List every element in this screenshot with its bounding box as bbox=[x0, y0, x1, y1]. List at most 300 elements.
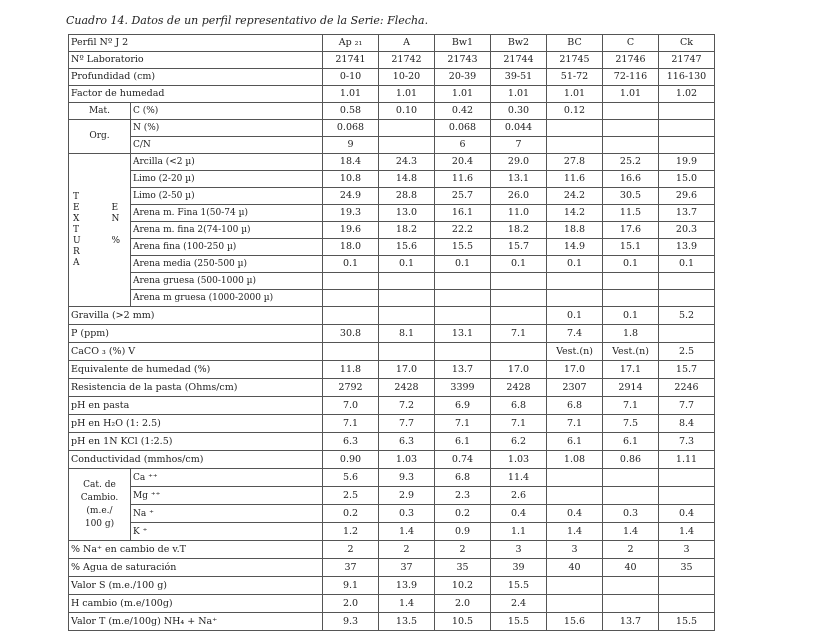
table-cell: 7.2 bbox=[379, 397, 435, 415]
table-cell: 7.1 bbox=[323, 415, 379, 433]
table-row bbox=[69, 595, 715, 613]
row-label: pH en 1N KCl (1:2.5) bbox=[69, 433, 323, 451]
column-header: Ck bbox=[659, 35, 715, 52]
table-cell bbox=[379, 273, 435, 290]
table-cell: 20.3 bbox=[659, 222, 715, 239]
table-cell bbox=[323, 343, 379, 361]
table-cell: 30.5 bbox=[603, 188, 659, 205]
table-cell: 10.5 bbox=[435, 613, 491, 631]
table-cell: 0.1 bbox=[659, 256, 715, 273]
table-cell: 16.6 bbox=[603, 171, 659, 188]
table-cell: 7.5 bbox=[603, 415, 659, 433]
table-cell: 1.4 bbox=[659, 523, 715, 541]
table-row bbox=[69, 397, 715, 415]
table-cell: 0.4 bbox=[547, 505, 603, 523]
table-cell: 2792 bbox=[323, 379, 379, 397]
table-cell: 13.7 bbox=[435, 361, 491, 379]
table-row bbox=[69, 433, 715, 451]
table-cell: 0.044 bbox=[491, 120, 547, 137]
table-row bbox=[69, 52, 715, 69]
table-cell: 18.2 bbox=[491, 222, 547, 239]
table-cell: 1.01 bbox=[379, 86, 435, 103]
table-row bbox=[69, 69, 715, 86]
table-cell: 0.3 bbox=[379, 505, 435, 523]
table-row bbox=[69, 290, 715, 307]
table-row bbox=[69, 273, 715, 290]
table-cell: 1.2 bbox=[323, 523, 379, 541]
column-header: Ap ₂₁ bbox=[323, 35, 379, 52]
table-cell bbox=[659, 325, 715, 343]
table-cell: 6.1 bbox=[603, 433, 659, 451]
row-label: % Na⁺ en cambio de v.T bbox=[69, 541, 323, 559]
table-cell: 6.3 bbox=[379, 433, 435, 451]
table-cell bbox=[659, 120, 715, 137]
table-cell: 2914 bbox=[603, 379, 659, 397]
table-cell: 1.01 bbox=[547, 86, 603, 103]
soil-profile-table bbox=[68, 34, 715, 631]
table-cell: 15.5 bbox=[491, 613, 547, 631]
row-label: Profundidad (cm) bbox=[69, 69, 323, 86]
table-cell: 17.6 bbox=[603, 222, 659, 239]
row-label: Nº Laboratorio bbox=[69, 52, 323, 69]
table-cell bbox=[659, 137, 715, 154]
table-cell bbox=[435, 307, 491, 325]
table-cell: 0.30 bbox=[491, 103, 547, 120]
row-label: H cambio (m.e/100g) bbox=[69, 595, 323, 613]
table-cell bbox=[323, 307, 379, 325]
table-cell: 6.3 bbox=[323, 433, 379, 451]
table-cell: 1.4 bbox=[379, 595, 435, 613]
column-header: Bw1 bbox=[435, 35, 491, 52]
row-label: Arcilla (<2 µ) bbox=[131, 154, 323, 171]
table-row bbox=[69, 137, 715, 154]
table-cell bbox=[379, 307, 435, 325]
textura-word: T E X T U R A bbox=[73, 191, 81, 268]
table-cell bbox=[547, 469, 603, 487]
table-cell: 11.0 bbox=[491, 205, 547, 222]
table-cell: 21741 bbox=[323, 52, 379, 69]
table-cell bbox=[659, 487, 715, 505]
row-label: Valor T (m.e/100g) NH₄ + Na⁺ bbox=[69, 613, 323, 631]
table-cell: 17.1 bbox=[603, 361, 659, 379]
table-cell: 0.1 bbox=[379, 256, 435, 273]
table-row bbox=[69, 451, 715, 469]
table-body bbox=[69, 35, 715, 631]
table-cell: 1.4 bbox=[379, 523, 435, 541]
table-cell bbox=[603, 103, 659, 120]
row-label: Arena m gruesa (1000-2000 µ) bbox=[131, 290, 323, 307]
table-cell: 7.1 bbox=[491, 325, 547, 343]
table-cell bbox=[659, 103, 715, 120]
table-cell: 3399 bbox=[435, 379, 491, 397]
table-cell: 27.8 bbox=[547, 154, 603, 171]
table-cell: 18.2 bbox=[379, 222, 435, 239]
table-cell: 13.9 bbox=[379, 577, 435, 595]
table-cell bbox=[603, 487, 659, 505]
table-cell: 28.8 bbox=[379, 188, 435, 205]
row-label: Na ⁺ bbox=[131, 505, 323, 523]
table-cell: 9.3 bbox=[323, 613, 379, 631]
table-cell bbox=[659, 469, 715, 487]
table-cell: 19.6 bbox=[323, 222, 379, 239]
table-cell bbox=[603, 577, 659, 595]
table-cell: 7.1 bbox=[603, 397, 659, 415]
row-label: Factor de humedad bbox=[69, 86, 323, 103]
table-row bbox=[69, 120, 715, 137]
table-cell: 37 bbox=[323, 559, 379, 577]
table-cell: 2428 bbox=[379, 379, 435, 397]
row-label: pH en pasta bbox=[69, 397, 323, 415]
table-cell: 1.01 bbox=[603, 86, 659, 103]
table-cell bbox=[379, 290, 435, 307]
table-cell: 2307 bbox=[547, 379, 603, 397]
table-cell: 40 bbox=[547, 559, 603, 577]
table-cell: 0.10 bbox=[379, 103, 435, 120]
table-cell: 11.5 bbox=[603, 205, 659, 222]
en-percent-word: E N % bbox=[111, 202, 120, 246]
table-cell: 0.1 bbox=[435, 256, 491, 273]
table-row bbox=[69, 256, 715, 273]
table-cell: 2 bbox=[323, 541, 379, 559]
table-cell bbox=[379, 137, 435, 154]
table-cell: 0.3 bbox=[603, 505, 659, 523]
table-cell: 0.1 bbox=[603, 256, 659, 273]
table-row bbox=[69, 523, 715, 541]
table-row bbox=[69, 307, 715, 325]
table-cell bbox=[491, 343, 547, 361]
table-cell: 21742 bbox=[379, 52, 435, 69]
table-cell: 1.02 bbox=[659, 86, 715, 103]
table-cell: 1.03 bbox=[491, 451, 547, 469]
table-cell bbox=[379, 120, 435, 137]
table-cell: 13.1 bbox=[491, 171, 547, 188]
table-cell: 22.2 bbox=[435, 222, 491, 239]
table-cell: 21746 bbox=[603, 52, 659, 69]
table-cell bbox=[659, 290, 715, 307]
table-cell: 6.1 bbox=[435, 433, 491, 451]
table-cell: 51-72 bbox=[547, 69, 603, 86]
row-label: Valor S (m.e./100 g) bbox=[69, 577, 323, 595]
table-cell: 1.8 bbox=[603, 325, 659, 343]
table-cell: 17.0 bbox=[547, 361, 603, 379]
table-row bbox=[69, 86, 715, 103]
table-cell: 7.3 bbox=[659, 433, 715, 451]
table-cell: 13.1 bbox=[435, 325, 491, 343]
table-cell: 6.2 bbox=[491, 433, 547, 451]
table-cell: 35 bbox=[659, 559, 715, 577]
table-cell: 0.068 bbox=[435, 120, 491, 137]
table-row bbox=[69, 343, 715, 361]
column-header: Bw2 bbox=[491, 35, 547, 52]
row-label: Ca ⁺⁺ bbox=[131, 469, 323, 487]
table-cell: 1.4 bbox=[547, 523, 603, 541]
row-label: P (ppm) bbox=[69, 325, 323, 343]
table-cell: 0.1 bbox=[603, 307, 659, 325]
table-cell: 25.7 bbox=[435, 188, 491, 205]
table-row bbox=[69, 154, 715, 171]
table-cell bbox=[547, 273, 603, 290]
table-cell bbox=[547, 487, 603, 505]
table-row bbox=[69, 103, 715, 120]
table-cell bbox=[435, 343, 491, 361]
table-cell: Vest.(n) bbox=[547, 343, 603, 361]
table-cell: 0.1 bbox=[323, 256, 379, 273]
table-cell: 16.1 bbox=[435, 205, 491, 222]
table-cell bbox=[435, 290, 491, 307]
row-label: Arena media (250-500 µ) bbox=[131, 256, 323, 273]
table-row bbox=[69, 205, 715, 222]
table-row bbox=[69, 361, 715, 379]
table-cell: 0.1 bbox=[547, 256, 603, 273]
table-cell: 9.3 bbox=[379, 469, 435, 487]
table-cell: 29.6 bbox=[659, 188, 715, 205]
table-cell: 0.2 bbox=[435, 505, 491, 523]
table-cell: 11.4 bbox=[491, 469, 547, 487]
table-cell: 11.6 bbox=[435, 171, 491, 188]
table-cell: 2.5 bbox=[323, 487, 379, 505]
table-row bbox=[69, 541, 715, 559]
row-label: N (%) bbox=[131, 120, 323, 137]
table-cell: 0-10 bbox=[323, 69, 379, 86]
table-cell: 20.4 bbox=[435, 154, 491, 171]
table-cell: 35 bbox=[435, 559, 491, 577]
table-cell: 2.6 bbox=[491, 487, 547, 505]
table-cell: 15.6 bbox=[379, 239, 435, 256]
table-cell: 40 bbox=[603, 559, 659, 577]
table-row bbox=[69, 415, 715, 433]
row-label: Limo (2-50 µ) bbox=[131, 188, 323, 205]
table-cell: 6 bbox=[435, 137, 491, 154]
table-cell: 0.2 bbox=[323, 505, 379, 523]
table-cell bbox=[547, 120, 603, 137]
table-cell: 1.01 bbox=[435, 86, 491, 103]
column-header: C bbox=[603, 35, 659, 52]
row-label: Arena gruesa (500-1000 µ) bbox=[131, 273, 323, 290]
table-cell: 19.9 bbox=[659, 154, 715, 171]
cambio-label: Cat. de Cambio. (m.e./ 100 g) bbox=[69, 469, 131, 541]
table-cell: 1.4 bbox=[603, 523, 659, 541]
column-header: BC bbox=[547, 35, 603, 52]
profile-label: Perfil Nº J 2 bbox=[69, 35, 323, 52]
table-cell bbox=[435, 273, 491, 290]
table-row bbox=[69, 379, 715, 397]
table-cell: 8.1 bbox=[379, 325, 435, 343]
table-cell: 13.7 bbox=[659, 205, 715, 222]
table-row bbox=[69, 577, 715, 595]
table-cell: 2.4 bbox=[491, 595, 547, 613]
row-label: Equivalente de humedad (%) bbox=[69, 361, 323, 379]
table-cell: 13.9 bbox=[659, 239, 715, 256]
table-cell: 15.5 bbox=[491, 577, 547, 595]
table-cell bbox=[547, 595, 603, 613]
table-cell: 39-51 bbox=[491, 69, 547, 86]
table-cell: 29.0 bbox=[491, 154, 547, 171]
table-cell: 7.7 bbox=[659, 397, 715, 415]
table-cell: 15.1 bbox=[603, 239, 659, 256]
table-cell: 15.5 bbox=[659, 613, 715, 631]
table-cell: 37 bbox=[379, 559, 435, 577]
table-row bbox=[69, 222, 715, 239]
table-cell: 0.068 bbox=[323, 120, 379, 137]
table-cell bbox=[323, 290, 379, 307]
table-cell: 9.1 bbox=[323, 577, 379, 595]
table-row bbox=[69, 188, 715, 205]
row-label: % Agua de saturación bbox=[69, 559, 323, 577]
table-cell: 0.42 bbox=[435, 103, 491, 120]
table-row bbox=[69, 469, 715, 487]
table-cell bbox=[379, 343, 435, 361]
row-label: Arena fina (100-250 µ) bbox=[131, 239, 323, 256]
table-cell: 0.4 bbox=[491, 505, 547, 523]
table-cell: 0.1 bbox=[491, 256, 547, 273]
table-row bbox=[69, 613, 715, 631]
table-cell: 30.8 bbox=[323, 325, 379, 343]
table-cell: 8.4 bbox=[659, 415, 715, 433]
table-cell: 1.01 bbox=[323, 86, 379, 103]
table-cell: 11.8 bbox=[323, 361, 379, 379]
column-header: A bbox=[379, 35, 435, 52]
table-cell: 24.9 bbox=[323, 188, 379, 205]
table-cell: 9 bbox=[323, 137, 379, 154]
table-cell: 6.8 bbox=[547, 397, 603, 415]
row-label: C/N bbox=[131, 137, 323, 154]
row-label: Resistencia de la pasta (Ohms/cm) bbox=[69, 379, 323, 397]
header-row bbox=[69, 35, 715, 52]
table-cell bbox=[491, 273, 547, 290]
table-cell: 14.8 bbox=[379, 171, 435, 188]
table-cell: 14.2 bbox=[547, 205, 603, 222]
table-cell: 1.08 bbox=[547, 451, 603, 469]
table-cell bbox=[603, 469, 659, 487]
row-label: CaCO ₃ (%) V bbox=[69, 343, 323, 361]
table-cell: 2 bbox=[379, 541, 435, 559]
table-cell: 24.3 bbox=[379, 154, 435, 171]
table-cell bbox=[659, 577, 715, 595]
table-cell: 5.2 bbox=[659, 307, 715, 325]
table-row bbox=[69, 505, 715, 523]
table-row bbox=[69, 239, 715, 256]
table-cell: 18.0 bbox=[323, 239, 379, 256]
table-cell: 0.12 bbox=[547, 103, 603, 120]
table-cell bbox=[603, 273, 659, 290]
table-cell: 21743 bbox=[435, 52, 491, 69]
table-cell: 2.0 bbox=[323, 595, 379, 613]
matorg-label: Mat. bbox=[69, 103, 131, 120]
table-cell: 13.0 bbox=[379, 205, 435, 222]
table-cell bbox=[659, 273, 715, 290]
table-cell: 0.9 bbox=[435, 523, 491, 541]
table-cell: 20-39 bbox=[435, 69, 491, 86]
table-cell: 0.90 bbox=[323, 451, 379, 469]
table-cell: 1.03 bbox=[379, 451, 435, 469]
table-cell: 3 bbox=[659, 541, 715, 559]
table-cell: 0.58 bbox=[323, 103, 379, 120]
table-cell: Vest.(n) bbox=[603, 343, 659, 361]
row-label: Limo (2-20 µ) bbox=[131, 171, 323, 188]
table-cell: 7.7 bbox=[379, 415, 435, 433]
table-cell: 1.11 bbox=[659, 451, 715, 469]
table-cell: 18.4 bbox=[323, 154, 379, 171]
table-cell: 2.0 bbox=[435, 595, 491, 613]
table-cell: 0.86 bbox=[603, 451, 659, 469]
table-cell: 7 bbox=[491, 137, 547, 154]
table-cell: 21745 bbox=[547, 52, 603, 69]
table-cell: 17.0 bbox=[379, 361, 435, 379]
table-row bbox=[69, 171, 715, 188]
table-cell: 18.8 bbox=[547, 222, 603, 239]
table-cell bbox=[603, 595, 659, 613]
row-label: pH en H₂O (1: 2.5) bbox=[69, 415, 323, 433]
table-cell: 10.2 bbox=[435, 577, 491, 595]
table-cell: 1.1 bbox=[491, 523, 547, 541]
table-cell: 72-116 bbox=[603, 69, 659, 86]
table-cell: 15.6 bbox=[547, 613, 603, 631]
row-label: Gravilla (>2 mm) bbox=[69, 307, 323, 325]
table-cell: 6.8 bbox=[491, 397, 547, 415]
row-label: K ⁺ bbox=[131, 523, 323, 541]
table-cell: 7.0 bbox=[323, 397, 379, 415]
textura-label bbox=[69, 154, 131, 307]
table-cell: 17.0 bbox=[491, 361, 547, 379]
table-cell: 14.9 bbox=[547, 239, 603, 256]
table-cell: 2 bbox=[435, 541, 491, 559]
table-cell bbox=[659, 595, 715, 613]
table-cell: 11.6 bbox=[547, 171, 603, 188]
table-cell: 39 bbox=[491, 559, 547, 577]
table-cell bbox=[603, 120, 659, 137]
table-cell bbox=[603, 290, 659, 307]
table-cell: 6.9 bbox=[435, 397, 491, 415]
table-row bbox=[69, 559, 715, 577]
table-cell: 3 bbox=[547, 541, 603, 559]
table-caption: Cuadro 14. Datos de un perfil representativo de la Serie: Flecha. bbox=[66, 14, 429, 27]
table-cell: 3 bbox=[491, 541, 547, 559]
row-label: Arena m. Fina 1(50-74 µ) bbox=[131, 205, 323, 222]
row-label: C (%) bbox=[131, 103, 323, 120]
table-cell bbox=[547, 577, 603, 595]
table-cell: 6.8 bbox=[435, 469, 491, 487]
table-cell bbox=[491, 307, 547, 325]
table-cell: 7.1 bbox=[491, 415, 547, 433]
table-cell: 7.1 bbox=[547, 415, 603, 433]
table-row bbox=[69, 325, 715, 343]
table-cell bbox=[491, 290, 547, 307]
table-cell: 25.2 bbox=[603, 154, 659, 171]
table-cell: 13.5 bbox=[379, 613, 435, 631]
table-cell: 10-20 bbox=[379, 69, 435, 86]
table-cell: 1.01 bbox=[491, 86, 547, 103]
table-cell: 0.1 bbox=[547, 307, 603, 325]
table-cell bbox=[547, 137, 603, 154]
table-cell: 21744 bbox=[491, 52, 547, 69]
table-cell: 2.5 bbox=[659, 343, 715, 361]
table-cell: 15.7 bbox=[491, 239, 547, 256]
table-cell: 15.0 bbox=[659, 171, 715, 188]
table-cell: 0.4 bbox=[659, 505, 715, 523]
table-cell: 26.0 bbox=[491, 188, 547, 205]
table-cell: 2.9 bbox=[379, 487, 435, 505]
table-cell: 6.1 bbox=[547, 433, 603, 451]
table-cell: 2428 bbox=[491, 379, 547, 397]
table-cell: 2 bbox=[603, 541, 659, 559]
row-label: Arena m. fina 2(74-100 µ) bbox=[131, 222, 323, 239]
table-cell: 116-130 bbox=[659, 69, 715, 86]
table-cell: 13.7 bbox=[603, 613, 659, 631]
table-cell: 7.1 bbox=[435, 415, 491, 433]
table-cell bbox=[547, 290, 603, 307]
table-cell: 19.3 bbox=[323, 205, 379, 222]
row-label: Mg ⁺⁺ bbox=[131, 487, 323, 505]
